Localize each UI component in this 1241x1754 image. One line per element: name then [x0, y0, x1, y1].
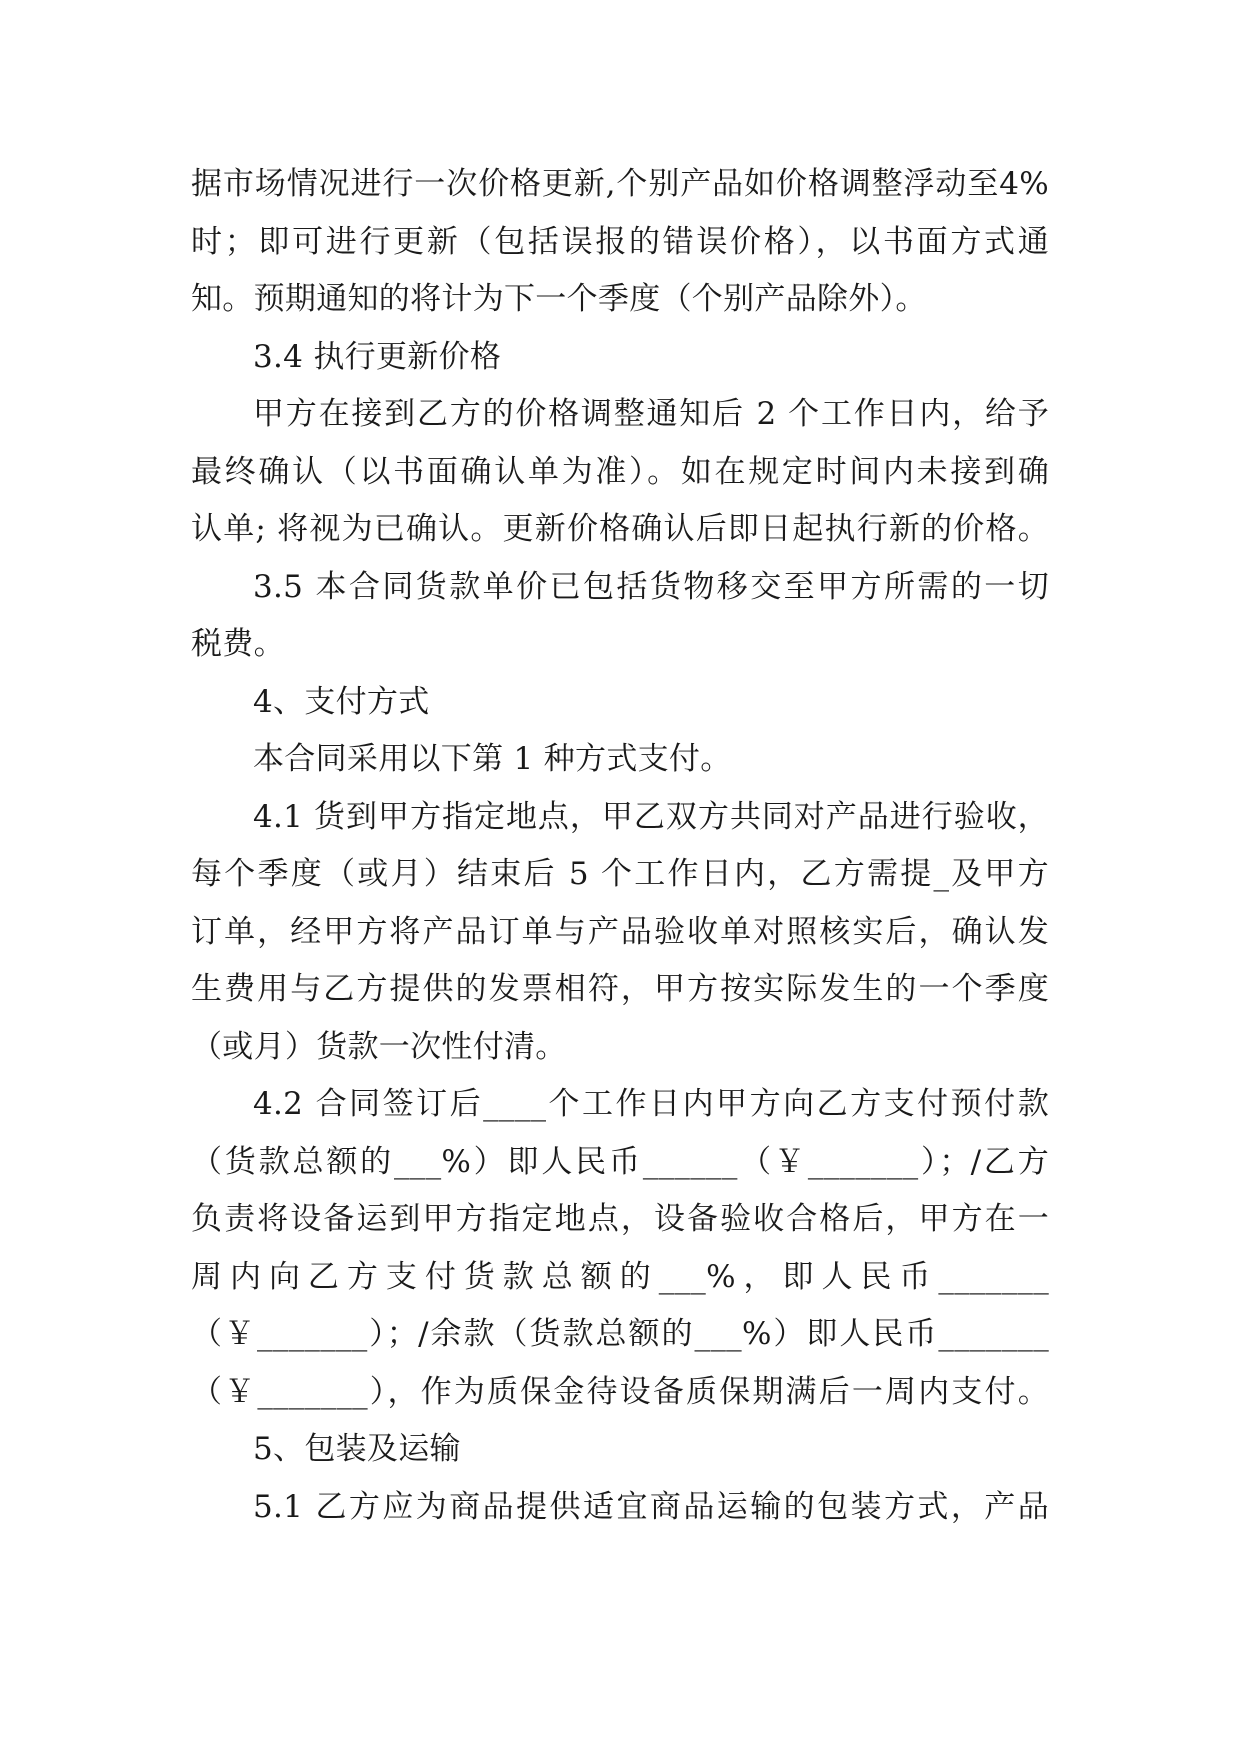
paragraph-line: （或月）货款一次性付清。: [191, 1029, 567, 1065]
paragraph-line: （货款总额的___%）即人民币______（￥_______）；/乙方: [191, 1144, 1049, 1180]
paragraph-line: 订单，经甲方将产品订单与产品验收单对照核实后，确认发: [191, 914, 1049, 950]
section-heading: 3.4 执行更新价格: [253, 339, 502, 375]
paragraph-line: 甲方在接到乙方的价格调整通知后 2 个工作日内，给予: [253, 396, 1049, 432]
paragraph-line: 知。预期通知的将计为下一个季度（个别产品除外）。: [191, 281, 927, 317]
paragraph-line: 认单; 将视为已确认。更新价格确认后即日起执行新的价格。: [191, 511, 1049, 547]
paragraph-line: 3.5 本合同货款单价已包括货物移交至甲方所需的一切: [253, 569, 1049, 605]
paragraph-line: 负责将设备运到甲方指定地点，设备验收合格后，甲方在一: [191, 1201, 1049, 1237]
paragraph-line: （￥_______）；/余款（货款总额的___%）即人民币_______: [191, 1316, 1049, 1352]
section-heading: 4、支付方式: [253, 684, 430, 720]
paragraph-line: 时；即可进行更新（包括误报的错误价格），以书面方式通: [191, 224, 1049, 260]
paragraph-line: 据市场情况进行一次价格更新,个别产品如价格调整浮动至4%: [191, 166, 1049, 202]
paragraph-line: 每个季度（或月）结束后 5 个工作日内，乙方需提_及甲方: [191, 856, 1049, 892]
paragraph-line: 4.2 合同签订后____个工作日内甲方向乙方支付预付款: [253, 1086, 1049, 1122]
paragraph-line: 4.1 货到甲方指定地点，甲乙双方共同对产品进行验收，: [253, 799, 1049, 835]
paragraph-line: 周内向乙方支付货款总额的___%，即人民币_______: [191, 1259, 1049, 1295]
paragraph-line: 最终确认（以书面确认单为准）。如在规定时间内未接到确: [191, 454, 1049, 490]
paragraph-line: 生费用与乙方提供的发票相符，甲方按实际发生的一个季度: [191, 971, 1049, 1007]
paragraph-line: 5.1 乙方应为商品提供适宜商品运输的包装方式，产品: [253, 1489, 1049, 1525]
paragraph-line: （￥_______），作为质保金待设备质保期满后一周内支付。: [191, 1374, 1049, 1410]
paragraph-line: 本合同采用以下第 1 种方式支付。: [253, 741, 732, 777]
section-heading: 5、包装及运输: [253, 1431, 461, 1467]
paragraph-line: 税费。: [191, 626, 285, 662]
